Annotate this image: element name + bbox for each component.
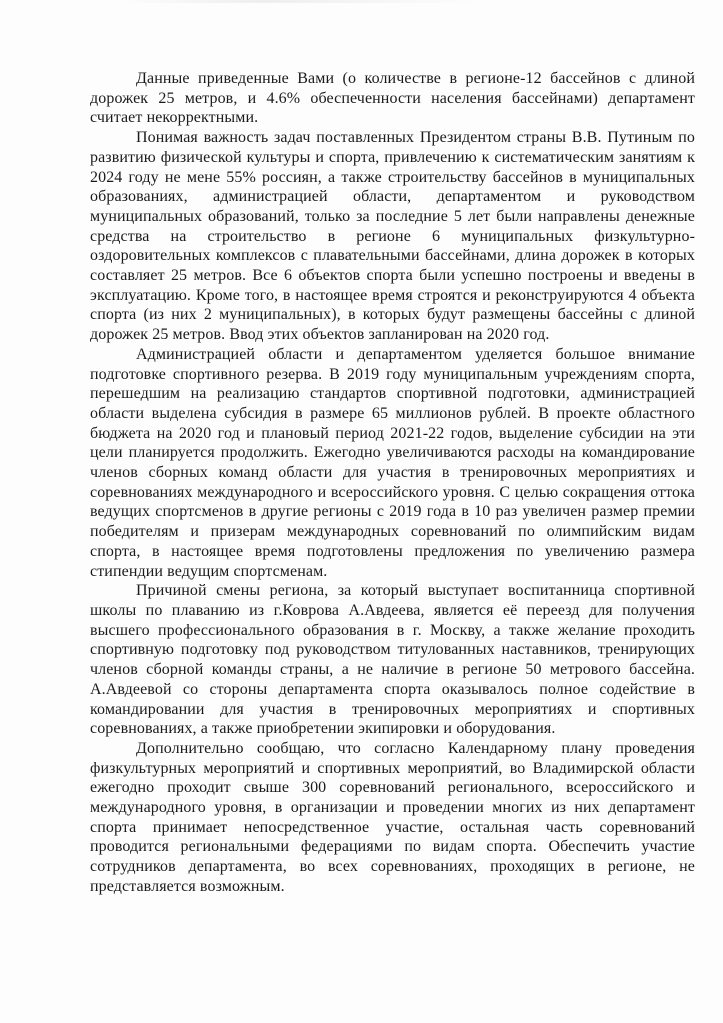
letter-body bbox=[90, 69, 695, 897]
paragraph-sports-reserve: Администрацией области и департаментом уделяется большое внимание подготовке спортивного резерва. В 2019 году муниципальным учреждениям спорта, перешедшим на реализацию стандартов спортивной подготовки, администрацией области выделена субсидия в размере 65 миллионов рублей. В проекте областного бюджета на 2020 год и плановый период 2021-22 годов, выделение субсидии на эти цели планируется продолжить. Ежегодно увеличиваются расходы на командирование членов сборных команд области для участия в тренировочных мероприятиях и соревнованиях международного и всероссийского уровня. С целью сокращения оттока ведущих спортсменов в другие регионы с 2019 года в 10 раз увеличен размер премии победителям и призерам международных соревнований по олимпийским видам спорта, в настоящее время подготовлены предложения по увеличению размера стипендии ведущим спортсменам. bbox=[90, 345, 695, 580]
paragraph-pool-data-correction: Данные приведенные Вами (о количестве в регионе-12 бассейнов с длиной дорожек 25 метров, и 4.6% обеспеченности населения бассейнами) департамент считает некорректными. bbox=[90, 70, 695, 127]
paragraph-pool-construction: Понимая важность задач поставленных Президентом страны В.В. Путиным по развитию физической культуры и спорта, привлечению к систематическим занятиям к 2024 году не мене 55% россиян, а также строительству бассейнов в муниципальных образованиях, администрацией области, департаментом и руководством муниципальных образований, только за последние 5 лет были направлены денежные средства на строительство в регионе 6 муниципальных физкультурно-оздоровительных комплексов с плавательными бассейнами, длина дорожек в которых составляет 25 метров. Все 6 объектов спорта были успешно построены и введены в эксплуатацию. Кроме того, в настоящее время строятся и реконструируются 4 объекта спорта (из них 2 муниципальных), в которых будут размещены бассейны с длиной дорожек 25 метров. Ввод этих объектов запланирован на 2020 год. bbox=[90, 129, 695, 344]
scan-artifact bbox=[120, 0, 480, 3]
paragraph-athlete-transfer: Причиной смены региона, за который выступает воспитанница спортивной школы по плаванию из г.Коврова А.Авдеева, является её переезд для получения высшего профессионального образования в г. Москву, а также желание проходить спортивную подготовку под руководством титулованных наставников, тренирующих членов сборной команды страны, а не наличие в регионе 50 метрового бассейна. А.Авдеевой со стороны департамента спорта оказывалось полное содействие в командировании для участия в тренировочных мероприятиях и спортивных соревнованиях, а также приобретении экипировки и оборудования. bbox=[90, 582, 695, 738]
paragraph-competitions: Дополнительно сообщаю, что согласно Календарному плану проведения физкультурных мероприятий и спортивных мероприятий, во Владимирской области ежегодно проходит свыше 300 соревнований регионального, всероссийского и международного уровня, в организации и проведении многих из них департамент спорта принимает непосредственное участие, остальная часть соревнований проводится региональными федерациями по видам спорта. Обеспечить участие сотрудников департамента, во всех соревнованиях, проходящих в регионе, не представляется возможным. bbox=[90, 739, 695, 895]
